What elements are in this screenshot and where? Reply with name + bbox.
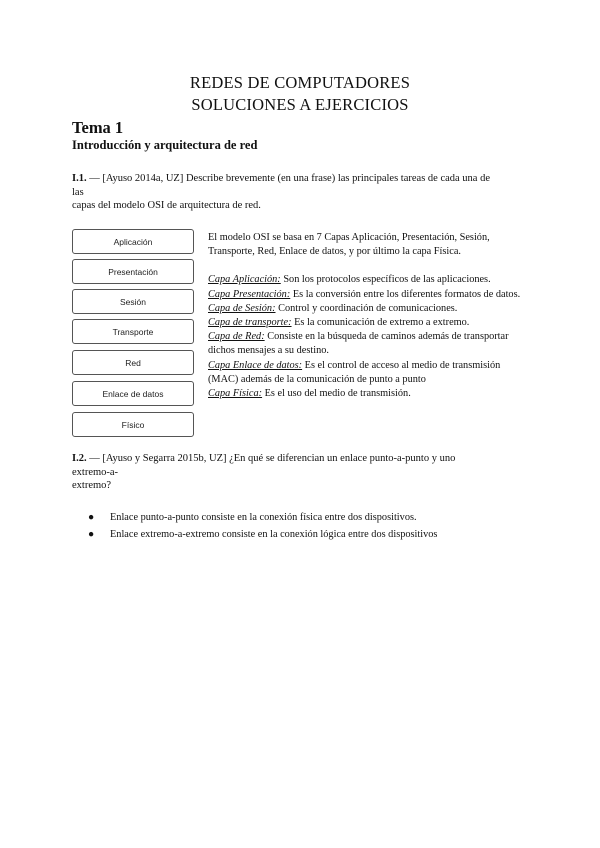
layer-description-name: Capa de Red: (208, 331, 265, 343)
layer-description (208, 288, 528, 302)
layer-description (208, 316, 528, 330)
exercise-1-answer (208, 231, 528, 401)
exercise-1-number: I.1. (72, 173, 87, 184)
exercise-2-prompt (72, 452, 522, 493)
layer-description (208, 273, 528, 287)
layer-description-text: Es la conversión entre los diferentes formatos de datos. (290, 288, 521, 300)
layer-description-name: Capa Aplicación: (208, 274, 281, 286)
exercise-2-answer-list (88, 509, 528, 543)
exercise-2-prompt-line3: extremo? (72, 480, 112, 491)
osi-layer-red: Red (72, 350, 194, 375)
exercise-1-prompt-line3: capas del modelo OSI de arquitectura de red. (72, 200, 261, 211)
layer-description (208, 359, 528, 387)
osi-layer-presentacion: Presentación (72, 259, 194, 284)
exercise-1-prompt (72, 172, 522, 213)
section-heading: Tema 1 (72, 118, 124, 137)
layer-description (208, 330, 528, 358)
bullet-icon: ● (88, 512, 95, 523)
osi-layer-fisico: Físico (72, 412, 194, 437)
exercise-1-prompt-line1: — [Ayuso 2014a, UZ] Describe brevemente (en una frase) las principales tareas de cada una de (86, 173, 490, 184)
layer-description-text: Es el uso del medio de transmisión. (262, 388, 411, 400)
exercise-2-prompt-line2: extremo-a- (72, 466, 119, 478)
answer-intro: El modelo OSI se basa en 7 Capas Aplicación, Presentación, Sesión, Transporte, Red, Enlace de datos, y por último la capa Física. (208, 232, 490, 258)
document-title-line1: REDES DE COMPUTADORES (189, 73, 411, 92)
bullet-icon: ● (88, 529, 95, 540)
osi-layer-aplicacion: Aplicación (72, 229, 194, 254)
paragraph-gap (208, 259, 528, 273)
layer-description-name: Capa Presentación: (208, 288, 291, 300)
list-item (88, 526, 528, 543)
osi-layer-transporte: Transporte (72, 319, 194, 344)
exercise-2-prompt-line1: — [Ayuso y Segarra 2015b, UZ] ¿En qué se diferencian un enlace punto-a-punto y uno (86, 453, 456, 464)
list-item-text: Enlace punto-a-punto consiste en la conexión física entre dos dispositivos. (110, 512, 417, 523)
layer-description (208, 387, 528, 401)
layer-description-text: Consiste en la búsqueda de caminos además de transportar dichos mensajes a su destino. (208, 331, 509, 357)
list-item-text: Enlace extremo-a-extremo consiste en la conexión lógica entre dos dispositivos (110, 529, 438, 540)
exercise-1-prompt-line2: las (72, 186, 84, 198)
layer-description-text: Es la comunicación de extremo a extremo. (291, 317, 470, 329)
chapter-title: Introducción y arquitectura de red (72, 138, 258, 152)
layer-description-name: Capa Física: (208, 388, 263, 400)
layer-description-name: Capa de Sesión: (208, 302, 276, 314)
osi-layer-sesion: Sesión (72, 289, 194, 314)
osi-layer-enlace-datos: Enlace de datos (72, 381, 194, 406)
exercise-2-number: I.2. (72, 453, 87, 464)
layer-description-name: Capa de transporte: (208, 317, 292, 329)
layer-description-text: Es el control de acceso al medio de transmisión (MAC) además de la comunicación de punto a punto (208, 359, 501, 385)
layer-description-name: Capa Enlace de datos: (208, 359, 303, 371)
layer-description-text: Son los protocolos específicos de las aplicaciones. (280, 274, 491, 286)
list-item (88, 509, 528, 526)
layer-description (208, 302, 528, 316)
document-title-line2: SOLUCIONES A EJERCICIOS (191, 95, 409, 114)
layer-description-text: Control y coordinación de comunicaciones. (275, 302, 458, 314)
